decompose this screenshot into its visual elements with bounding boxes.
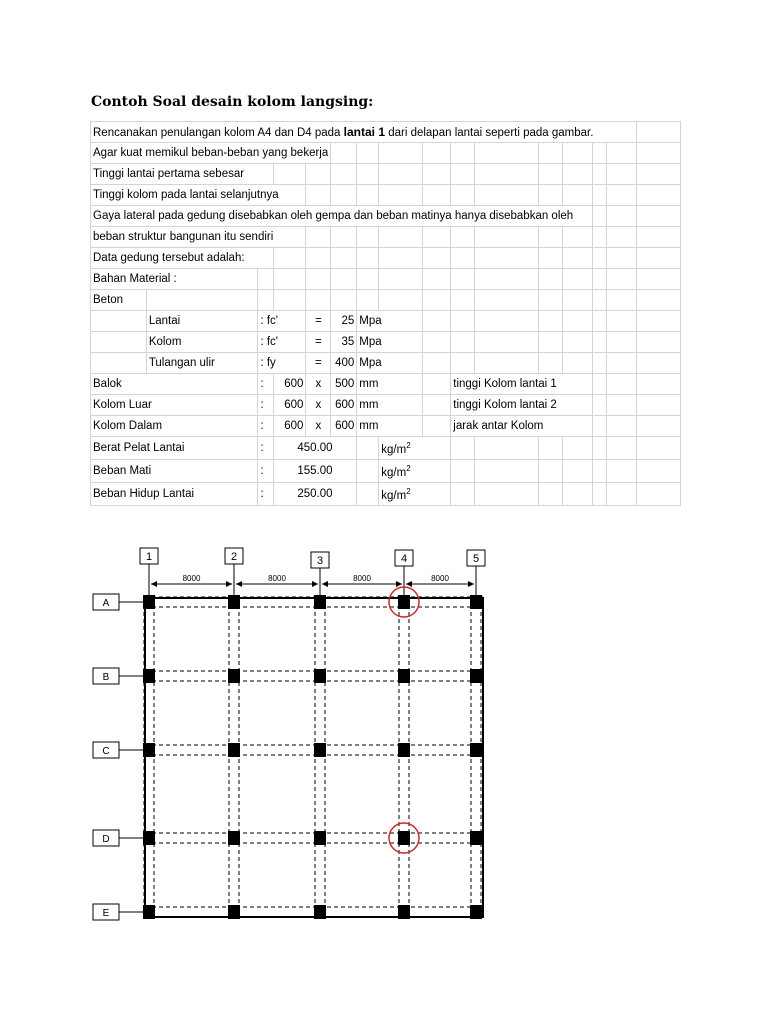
structural-column	[143, 743, 155, 757]
dimension-arrow	[406, 581, 412, 587]
beton-row: Beton	[91, 290, 681, 311]
page-title: Contoh Soal desain kolom langsing:	[91, 94, 374, 110]
row-axis-label: D	[102, 834, 110, 845]
structural-column	[398, 831, 410, 845]
structural-column	[470, 669, 482, 683]
intro-row-3: Tinggi lantai pertama sebesar	[91, 164, 681, 185]
intro-row-2: Agar kuat memikul beban-beban yang bekerja	[91, 143, 681, 164]
load-row: Berat Pelat Lantai : 450.00 $kg/m^2$	[91, 437, 681, 460]
row-axis-label: E	[102, 908, 110, 919]
dimension-arrow	[151, 581, 157, 587]
structural-column	[228, 595, 240, 609]
structural-column	[228, 905, 240, 919]
span-dimension-label: 8000	[431, 574, 449, 583]
dimension-arrow	[396, 581, 402, 587]
dimension-arrow	[468, 581, 474, 587]
row-axis-label: B	[102, 672, 110, 683]
structural-column	[143, 669, 155, 683]
structural-column	[398, 905, 410, 919]
dimension-arrow	[236, 581, 242, 587]
structural-column	[314, 831, 326, 845]
intro-row-6: beban struktur bangunan itu sendiri	[91, 227, 681, 248]
structural-column	[470, 743, 482, 757]
dimension-arrow	[322, 581, 328, 587]
plan-outer-frame	[145, 598, 483, 917]
structural-column	[143, 831, 155, 845]
structural-column	[228, 831, 240, 845]
span-dimension-label: 8000	[353, 574, 371, 583]
intro-row-5: Gaya lateral pada gedung disebabkan oleh gempa dan beban matinya hanya disebabkan oleh	[91, 206, 681, 227]
material-row: Kolom : fc' = 35 Mpa	[91, 332, 681, 353]
member-row: Balok : 600 x 500 mm tinggi Kolom lantai 1	[91, 374, 681, 395]
floor-plan-diagram	[85, 540, 505, 930]
row-axis-label: A	[102, 598, 110, 609]
intro-row-4: Tinggi kolom pada lantai selanjutnya	[91, 185, 681, 206]
load-row: Beban Mati : 155.00 $kg/m^2$	[91, 460, 681, 483]
structural-column	[470, 831, 482, 845]
structural-column	[398, 743, 410, 757]
column-axis-label: 1	[145, 551, 153, 563]
structural-column	[314, 595, 326, 609]
structural-column	[314, 669, 326, 683]
structural-column	[143, 595, 155, 609]
member-row: Kolom Dalam : 600 x 600 mm jarak antar Kolom	[91, 416, 681, 437]
member-row: Kolom Luar : 600 x 600 mm tinggi Kolom lantai 2	[91, 395, 681, 416]
column-axis-label: 5	[472, 553, 480, 565]
column-axis-label: 2	[230, 551, 238, 563]
load-row: Beban Hidup Lantai : 250.00 $kg/m^2$	[91, 483, 681, 506]
structural-column	[143, 905, 155, 919]
data-sheet	[90, 121, 681, 506]
span-dimension-label: 8000	[268, 574, 286, 583]
intro-row-1: Rencanakan penulangan kolom A4 dan D4 pada lantai 1 dari delapan lantai seperti pada gambar.	[91, 122, 681, 143]
material-row: Tulangan ulir : fy = 400 Mpa	[91, 353, 681, 374]
row-axis-label: C	[102, 746, 110, 757]
structural-column	[398, 669, 410, 683]
structural-column	[228, 669, 240, 683]
column-axis-label: 4	[400, 553, 408, 565]
column-axis-label: 3	[316, 555, 324, 567]
dimension-arrow	[226, 581, 232, 587]
structural-column	[398, 595, 410, 609]
material-row: Lantai : fc' = 25 Mpa	[91, 311, 681, 332]
material-heading-row: Bahan Material :	[91, 269, 681, 290]
span-dimension-label: 8000	[182, 574, 201, 583]
structural-column	[470, 905, 482, 919]
dimension-arrow	[312, 581, 318, 587]
structural-column	[228, 743, 240, 757]
structural-column	[314, 905, 326, 919]
structural-column	[314, 743, 326, 757]
structural-column	[470, 595, 482, 609]
intro-row-7: Data gedung tersebut adalah:	[91, 248, 681, 269]
